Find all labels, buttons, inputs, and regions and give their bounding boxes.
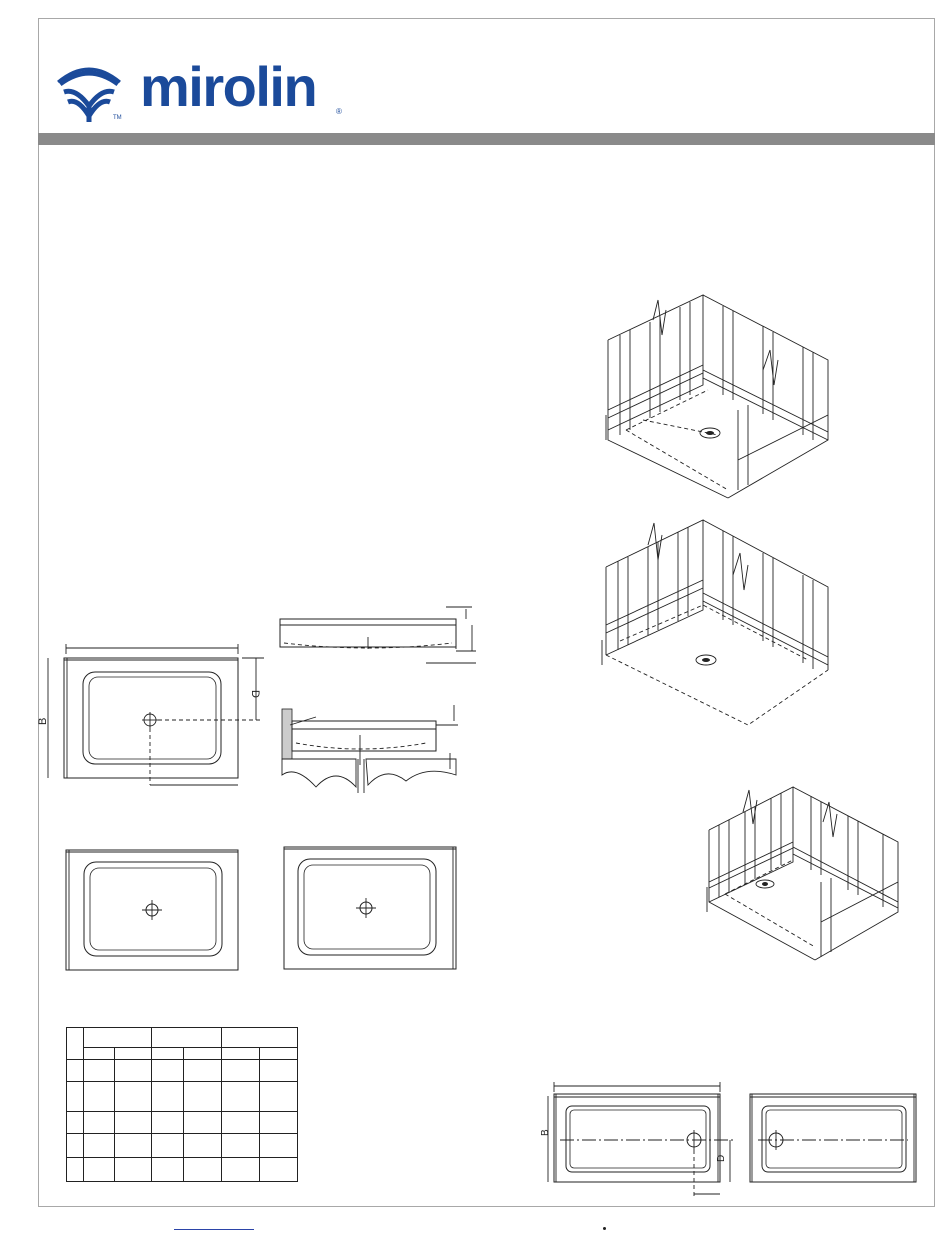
table-cell [114,1048,152,1060]
table-cell [260,1048,298,1060]
table-cell [152,1048,184,1060]
table-cell [83,1028,151,1048]
base-plan-right-flange [280,845,460,973]
dimension-b-label: B [37,717,49,725]
dimension-b-label-small: B [540,1129,551,1136]
wall-framing-drawing-3 [703,782,903,964]
footer-link-underline[interactable] [174,1229,254,1230]
table-cell [183,1048,221,1060]
brand-wordmark: mirolin [140,55,317,118]
trademark-mark: TM [113,115,122,121]
dimension-d-label-small: D [716,1154,727,1162]
table-row [67,1060,298,1082]
base-section-view [276,695,466,795]
wall-framing-drawing-2 [598,515,838,730]
dimension-d-label: D [249,690,261,698]
table-cell [221,1048,260,1060]
table-cell [83,1048,114,1060]
dimension-table [66,1027,298,1182]
table-cell [152,1028,221,1048]
base-plan-left-flange [62,848,242,974]
wall-framing-drawing-1 [598,290,838,500]
table-row [67,1112,298,1134]
rect-base-plan-dimensioned [540,1078,745,1200]
table-row [67,1082,298,1112]
footer-dot [603,1227,606,1230]
table-cell [221,1028,297,1048]
brand-logo [56,55,356,128]
registered-mark: ® [336,107,342,116]
rect-base-plan-opposite [748,1090,920,1186]
table-row [67,1134,298,1158]
header-bar [38,133,935,145]
base-side-profile [276,605,481,667]
table-row [67,1158,298,1182]
base-top-view-dimensioned [37,640,272,790]
table-cell [67,1028,84,1060]
